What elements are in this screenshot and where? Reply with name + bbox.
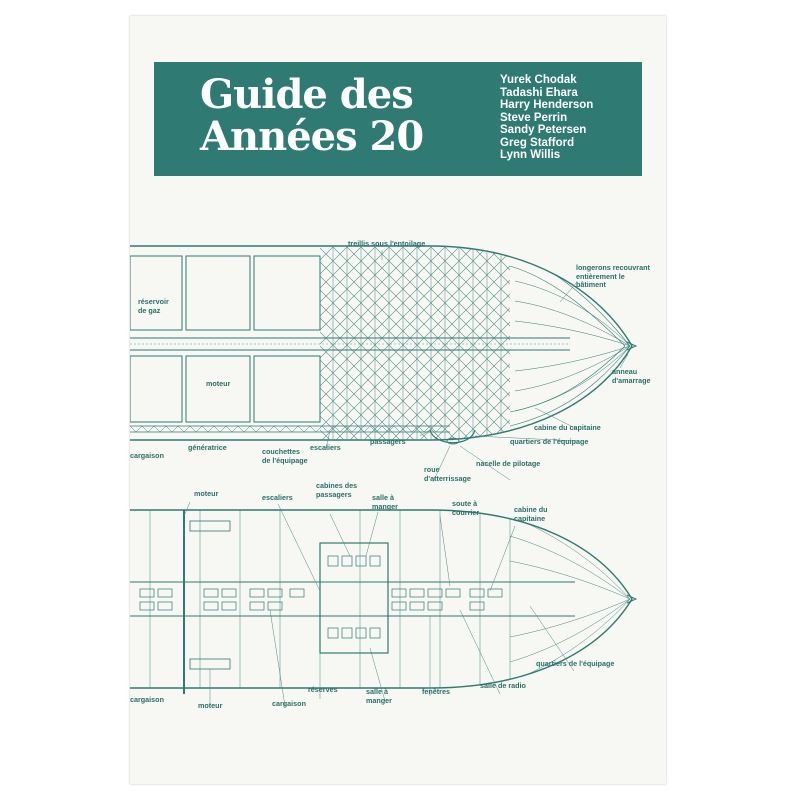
label-nacelle-pilotage: nacelle de pilotage xyxy=(476,459,541,468)
label-reservoir-gaz: réservoir de gaz xyxy=(138,297,169,315)
label-moteur: moteur xyxy=(206,379,231,388)
label-couchettes: couchettes de l'équipage xyxy=(262,447,308,465)
label-moteur-top: moteur xyxy=(194,489,219,498)
author: Steve Perrin xyxy=(500,111,568,124)
airship-diagram xyxy=(130,16,666,784)
label-escaliers-plan: escaliers xyxy=(262,493,293,502)
label-cabine-capitaine: cabine du capitaine xyxy=(534,423,601,432)
author: Harry Henderson xyxy=(500,99,594,111)
book-cover xyxy=(130,16,666,784)
title-line-2: Années 20 xyxy=(200,113,424,160)
author: Greg Stafford xyxy=(500,136,575,149)
label-salle-manger-bottom: salle à manger xyxy=(366,687,392,705)
label-moteur-bottom: moteur xyxy=(198,701,223,710)
label-escaliers: escaliers xyxy=(310,443,341,452)
author: Lynn Willis xyxy=(500,149,561,161)
airship-side-view xyxy=(130,246,636,444)
label-cabine-capitaine-plan: cabine du capitaine xyxy=(514,505,548,523)
author: Sandy Petersen xyxy=(500,124,587,136)
label-salle-radio: salle de radio xyxy=(480,681,526,690)
label-treillis: treillis sous l'entoilage xyxy=(348,239,426,248)
label-cargaison-left: cargaison xyxy=(130,695,164,704)
author: Yurek Chodak xyxy=(500,74,577,86)
label-roue-atterrissage: roue d'atterrissage xyxy=(424,465,471,483)
label-quartiers-plan: quartiers de l'équipage xyxy=(536,659,615,668)
title-line-1: Guide des xyxy=(200,71,413,118)
label-reserves: réserves xyxy=(308,685,338,694)
label-cargaison-bottom: cargaison xyxy=(272,699,306,708)
label-generatrice: génératrice xyxy=(188,443,227,452)
label-anneau-amarrage: anneau d'amarrage xyxy=(612,367,651,385)
author: Tadashi Ehara xyxy=(500,86,578,99)
label-salle-manger-top: salle à manger xyxy=(372,493,398,511)
label-soute-courrier: soute à courrier xyxy=(452,499,480,517)
label-cabines-passagers: cabines des passagers xyxy=(316,481,358,499)
label-fenetres: fenêtres xyxy=(422,687,450,696)
label-cargaison: cargaison xyxy=(130,451,164,460)
label-quartiers-equipage: quartiers de l'équipage xyxy=(510,437,589,446)
label-longerons: longerons recouvrant entièrement le bâtiment xyxy=(576,263,650,289)
label-passagers: passagers xyxy=(370,437,406,446)
